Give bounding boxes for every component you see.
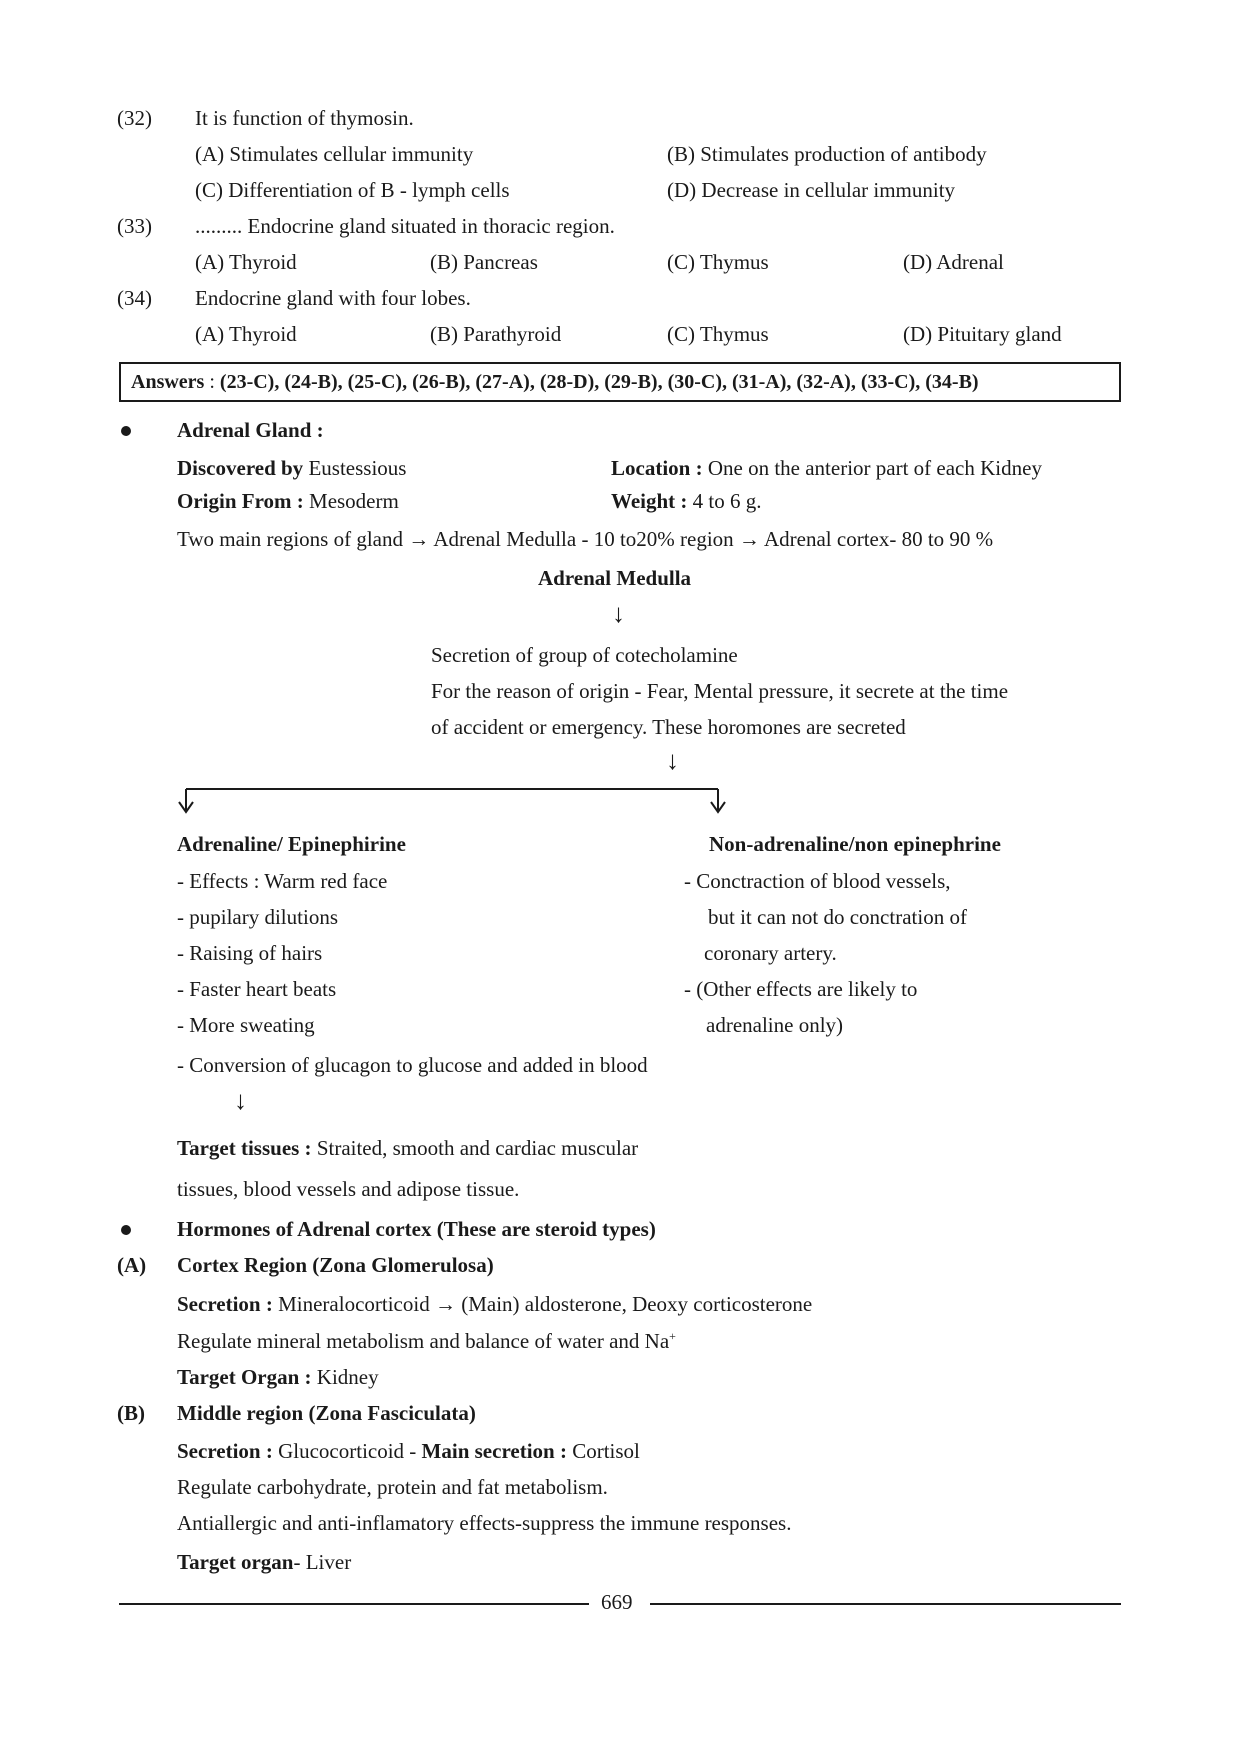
question-33-option-b: (B) Pancreas (430, 250, 538, 274)
page-number: 669 (601, 1590, 633, 1614)
question-33-text: ......... Endocrine gland situated in thoracic region. (195, 214, 615, 238)
discovered-label: Discovered by (177, 456, 304, 480)
origin-value: Mesoderm (309, 489, 399, 513)
cortex-b-main-value: Cortisol (572, 1439, 640, 1463)
cortex-b-secretion (177, 1439, 640, 1464)
question-32-option-d: (D) Decrease in cellular immunity (667, 178, 956, 202)
cortex-a-target-value: Kidney (316, 1365, 379, 1389)
target-tissues-value: Straited, smooth and cardiac muscular (316, 1136, 639, 1160)
origin-label: Origin From : (177, 489, 310, 513)
answers-text: (23-C), (24-B), (25-C), (26-B), (27-A), (28-D), (29-B), (30-C), (31-A), (32-A), (33-C), (34-B) (219, 371, 979, 393)
cortex-a-regulate-text: Regulate mineral metabolism and balance of water and Na (177, 1329, 670, 1353)
adrenaline-effect: - Faster heart beats (177, 977, 337, 1001)
location-label: Location : (611, 456, 708, 480)
down-arrow-icon: ↓ (234, 1086, 247, 1115)
cortex-a-secretion (177, 1292, 812, 1317)
cortex-a-title: Cortex Region (Zona Glomerulosa) (177, 1253, 494, 1277)
cortex-b-secretion-value: Glucocorticoid - (278, 1439, 422, 1463)
cortex-a-target (177, 1365, 379, 1390)
answers-separator: : (204, 371, 220, 393)
down-arrow-icon: ↓ (612, 599, 625, 628)
question-33-option-c: (C) Thymus (667, 250, 769, 274)
cortex-b-target (177, 1550, 351, 1575)
question-32-option-a: (A) Stimulates cellular immunity (195, 142, 474, 166)
footer-rule-left (119, 1603, 589, 1605)
regions-line: Two main regions of gland → Adrenal Medulla - 10 to20% region → Adrenal cortex- 80 to 90 % (177, 527, 994, 551)
target-tissues-line-2: tissues, blood vessels and adipose tissue. (177, 1177, 520, 1201)
target-tissues-label: Target tissues : (177, 1136, 317, 1160)
noradrenaline-line: coronary artery. (704, 941, 837, 965)
cortex-a-secretion-value: Mineralocorticoid → (Main) aldosterone, Deoxy corticosterone (278, 1292, 813, 1316)
question-34-text: Endocrine gland with four lobes. (195, 286, 471, 310)
question-32-option-c: (C) Differentiation of B - lymph cells (195, 178, 510, 202)
question-33-option-d: (D) Adrenal (903, 250, 1004, 274)
adrenaline-effect: - pupilary dilutions (177, 905, 338, 929)
medulla-line-1: Secretion of group of cotecholamine (431, 643, 738, 667)
noradrenaline-line: - Conctraction of blood vessels, (684, 869, 951, 893)
cortex-b-line-1: Regulate carbohydrate, protein and fat metabolism. (177, 1475, 608, 1499)
medulla-line-2: For the reason of origin - Fear, Mental pressure, it secrete at the time (431, 679, 1009, 703)
bullet-icon (121, 1225, 131, 1235)
cortex-b-line-2: Antiallergic and anti-inflamatory effects-suppress the immune responses. (177, 1511, 792, 1535)
origin-line (177, 489, 399, 514)
location-value: One on the anterior part of each Kidney (707, 456, 1042, 480)
target-tissues-line (177, 1136, 638, 1161)
cortex-a-target-label: Target Organ : (177, 1365, 317, 1389)
adrenal-gland-heading: Adrenal Gland : (177, 418, 324, 442)
branch-connector (170, 780, 730, 816)
question-34-option-c: (C) Thymus (667, 322, 769, 346)
cortex-b-target-value: - Liver (293, 1550, 352, 1574)
adrenaline-effect: - Raising of hairs (177, 941, 323, 965)
question-34-number: (34) (117, 286, 152, 310)
cortex-a-marker: (A) (117, 1253, 147, 1277)
question-32-option-b: (B) Stimulates production of antibody (667, 142, 987, 166)
cortex-b-target-label: Target organ (177, 1550, 294, 1574)
discovered-line (177, 456, 406, 481)
noradrenaline-line: adrenaline only) (706, 1013, 844, 1037)
medulla-title: Adrenal Medulla (538, 566, 692, 590)
question-32-text: It is function of thymosin. (195, 106, 414, 130)
question-33-number: (33) (117, 214, 152, 238)
adrenaline-effect: - Effects : Warm red face (177, 869, 388, 893)
cortex-a-secretion-label: Secretion : (177, 1292, 279, 1316)
cortex-b-title: Middle region (Zona Fasciculata) (177, 1401, 476, 1425)
weight-value: 4 to 6 g. (692, 489, 762, 513)
answers-box (119, 362, 1121, 402)
location-line (611, 456, 1042, 481)
discovered-value: Eustessious (303, 456, 407, 480)
weight-label: Weight : (611, 489, 693, 513)
cortex-b-main-label: Main secretion : (421, 1439, 573, 1463)
question-33-option-a: (A) Thyroid (195, 250, 297, 274)
noradrenaline-title: Non-adrenaline/non epinephrine (709, 832, 1001, 856)
adrenaline-title: Adrenaline/ Epinephirine (177, 832, 406, 856)
question-34-option-a: (A) Thyroid (195, 322, 297, 346)
question-34-option-d: (D) Pituitary gland (903, 322, 1062, 346)
cortex-a-regulate (177, 1329, 676, 1354)
sodium-charge-superscript: + (669, 1329, 676, 1343)
question-32-number: (32) (117, 106, 152, 130)
question-34-option-b: (B) Parathyroid (430, 322, 562, 346)
cortex-heading: Hormones of Adrenal cortex (These are steroid types) (177, 1217, 656, 1241)
adrenaline-effect: - More sweating (177, 1013, 315, 1037)
down-arrow-icon: ↓ (666, 746, 679, 775)
cortex-b-secretion-label: Secretion : (177, 1439, 279, 1463)
medulla-line-3: of accident or emergency. These horomones are secreted (431, 715, 906, 739)
adrenaline-effect: - Conversion of glucagon to glucose and added in blood (177, 1053, 648, 1077)
bullet-icon (121, 426, 131, 436)
weight-line (611, 489, 762, 514)
noradrenaline-line: but it can not do conctration of (708, 905, 967, 929)
answers-label: Answers (131, 371, 205, 393)
noradrenaline-line: - (Other effects are likely to (684, 977, 918, 1001)
cortex-b-marker: (B) (117, 1401, 145, 1425)
footer-rule-right (650, 1603, 1121, 1605)
